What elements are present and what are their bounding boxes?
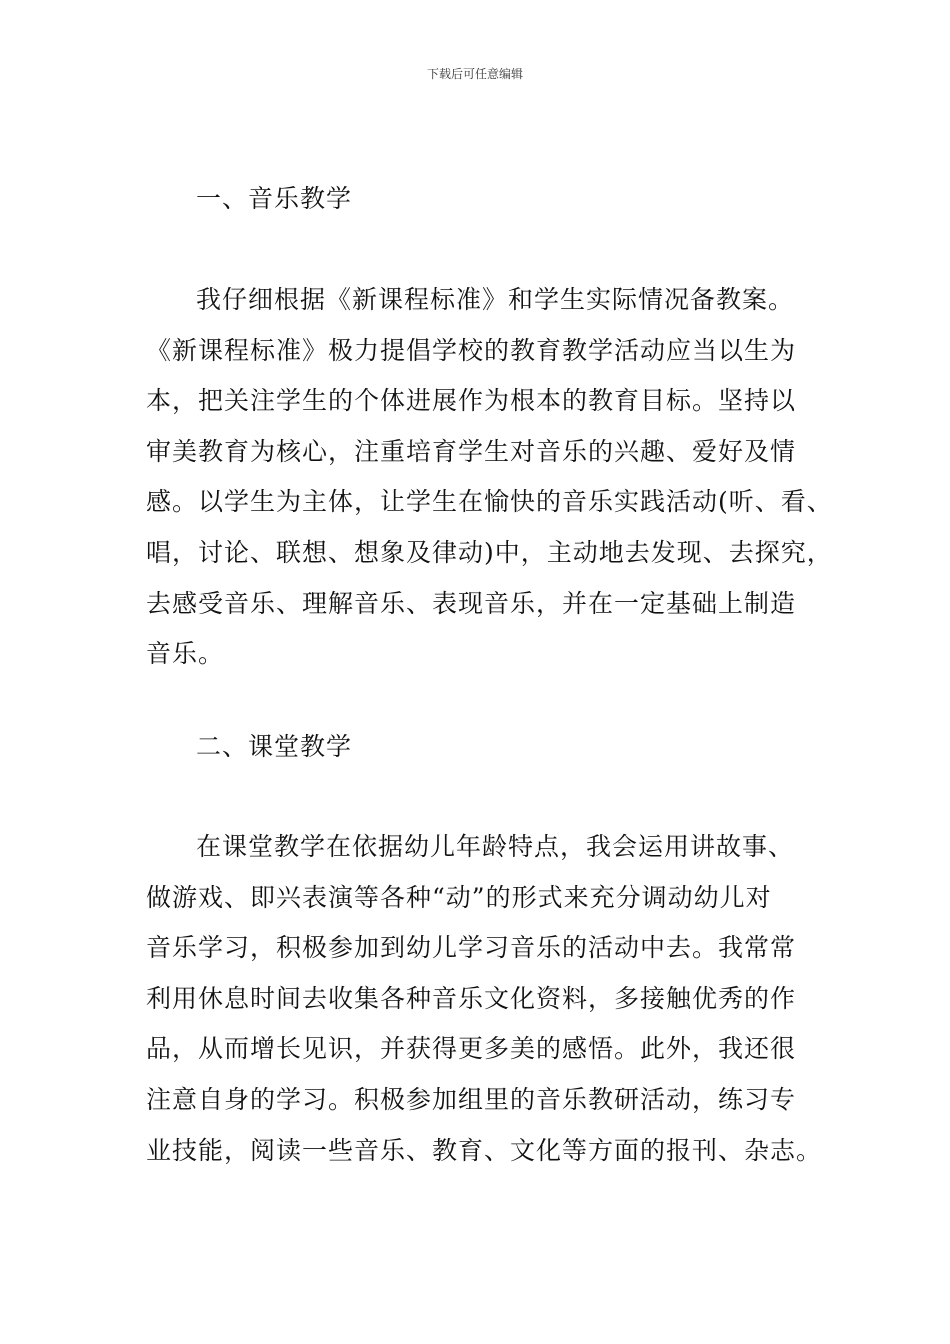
header-note: 下载后可任意编辑: [426, 67, 523, 81]
paragraph-line: 利用休息时间去收集各种音乐文化资料，多接触优秀的作: [146, 983, 797, 1013]
section-heading-music-teaching: 一、音乐教学: [196, 184, 353, 213]
paragraph-line: 《新课程标准》极力提倡学校的教育教学活动应当以生为: [146, 335, 797, 365]
paragraph-line: 我仔细根据《新课程标准》和学生实际情况备教案。: [196, 285, 795, 314]
paragraph-line: 音乐学习，积极参加到幼儿学习音乐的活动中去。我常常: [146, 933, 797, 963]
paragraph-line: 唱，讨论、联想、想象及律动)中，主动地去发现、去探究，: [146, 537, 833, 567]
paragraph-line: 注意自身的学习。积极参加组里的音乐教研活动，练习专: [146, 1084, 797, 1114]
paragraph-line: 业技能，阅读一些音乐、教育、文化等方面的报刊、杂志。: [146, 1135, 823, 1165]
paragraph-line: 审美教育为核心，注重培育学生对音乐的兴趣、爱好及情: [146, 436, 797, 466]
paragraph-line: 音乐。: [146, 639, 225, 669]
paragraph-line: 品，从而增长见识，并获得更多美的感悟。此外，我还很: [146, 1034, 797, 1064]
paragraph-line: 做游戏、即兴表演等各种“动”的形式来充分调动幼儿对: [146, 882, 772, 912]
section-heading-classroom-teaching: 二、课堂教学: [196, 732, 353, 761]
section-body-music-teaching: [146, 275, 833, 680]
paragraph-line: 去感受音乐、理解音乐、表现音乐，并在一定基础上制造: [146, 588, 797, 618]
paragraph-line: 感。以学生为主体，让学生在愉快的音乐实践活动(听、看、: [146, 487, 833, 517]
paragraph-line: 本，把关注学生的个体进展作为根本的教育目标。坚持以: [146, 386, 797, 416]
section-body-classroom-teaching: [146, 822, 826, 1176]
paragraph-line: 在课堂教学在依据幼儿年龄特点，我会运用讲故事、: [196, 832, 795, 861]
